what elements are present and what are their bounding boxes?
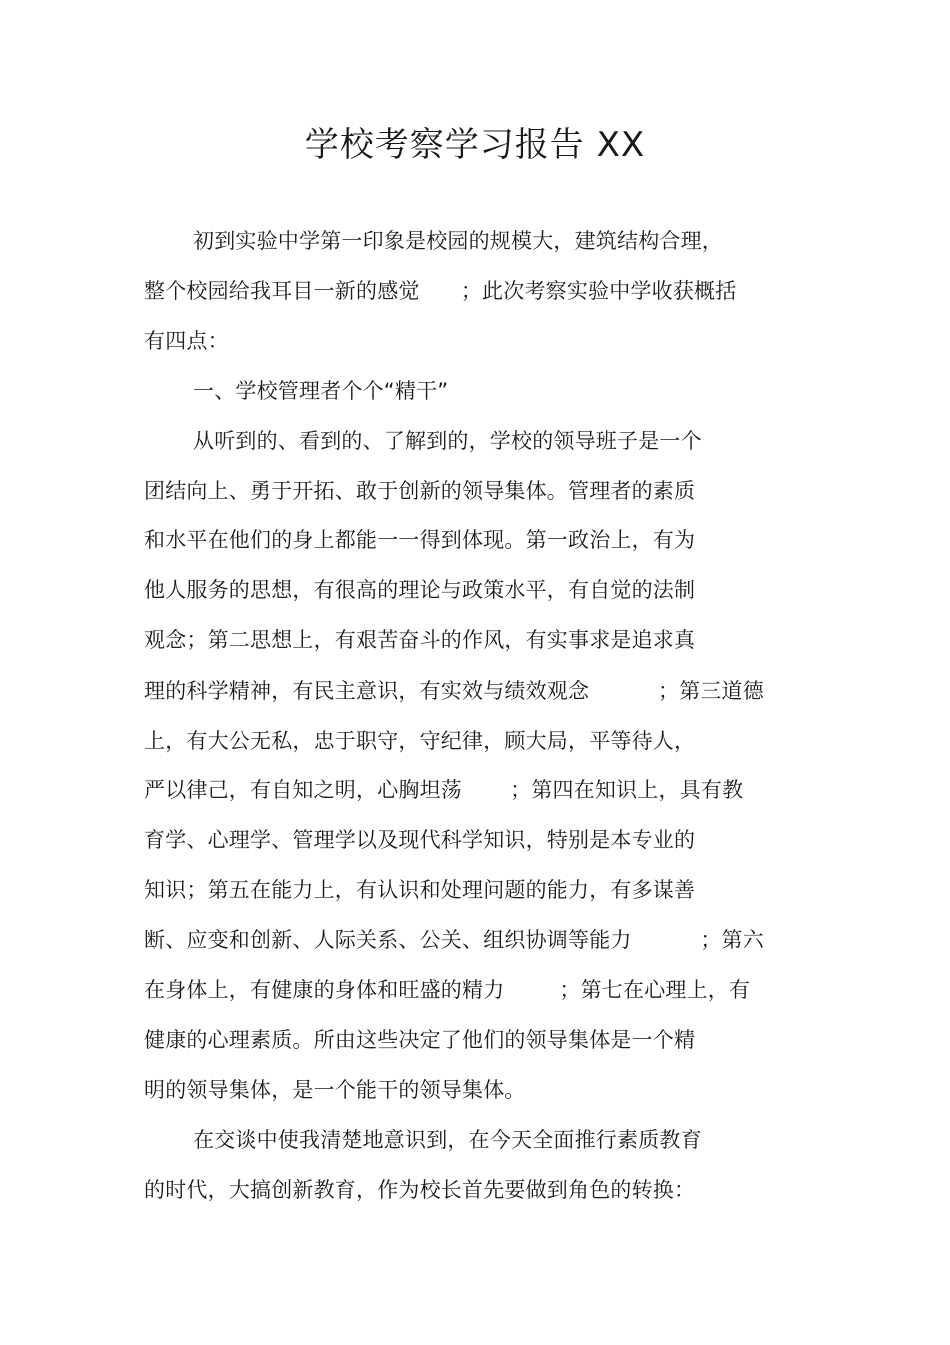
paragraph-line: 的时代，大搞创新教育，作为校长首先要做到角色的转换： (144, 1178, 696, 1202)
paragraph-line: 断、应变和创新、人际关系、公关、组织协调等能力 ；第六 (144, 928, 764, 952)
paragraph-line: 团结向上、勇于开拓、敢于创新的领导集体。管理者的素质 (144, 479, 696, 503)
paragraph-line: 从听到的、看到的、了解到的，学校的领导班子是一个 (193, 429, 702, 453)
paragraph-line: 整个校园给我耳目一新的感觉 ；此次考察实验中学收获概括 (144, 279, 737, 303)
paragraph-line: 在交谈中使我清楚地意识到，在今天全面推行素质教育 (193, 1128, 702, 1152)
paragraph-line: 初到实验中学第一印象是校园的规模大，建筑结构合理， (193, 229, 723, 253)
paragraph-line: 明的领导集体，是一个能干的领导集体。 (144, 1078, 526, 1102)
paragraph-line: 育学、心理学、管理学以及现代科学知识，特别是本专业的 (144, 828, 696, 852)
paragraph-line: 有四点： (144, 329, 229, 353)
paragraph-line: 理的科学精神，有民主意识，有实效与绩效观念 ；第三道德 (144, 679, 764, 703)
paragraph-line: 健康的心理素质。所由这些决定了他们的领导集体是一个精 (144, 1028, 696, 1052)
paragraph-line: 和水平在他们的身上都能一一得到体现。第一政治上，有为 (144, 528, 696, 552)
paragraph-line: 他人服务的思想，有很高的理论与政策水平，有自觉的法制 (144, 578, 696, 602)
paragraph-line: 知识；第五在能力上，有认识和处理问题的能力，有多谋善 (144, 878, 696, 902)
paragraph-line: 观念；第二思想上，有艰苦奋斗的作风，有实事求是追求真 (144, 628, 696, 652)
paragraph-line: 上，有大公无私，忠于职守，守纪律，顾大局，平等待人， (144, 729, 696, 753)
paragraph-line: 严以律己，有自知之明，心胸坦荡 ；第四在知识上，具有教 (144, 778, 744, 802)
section-heading: 一、学校管理者个个“精干” (193, 379, 449, 403)
document-title: 学校考察学习报告 XX (304, 125, 646, 165)
paragraph-line: 在身体上，有健康的身体和旺盛的精力 ；第七在心理上，有 (144, 978, 751, 1002)
